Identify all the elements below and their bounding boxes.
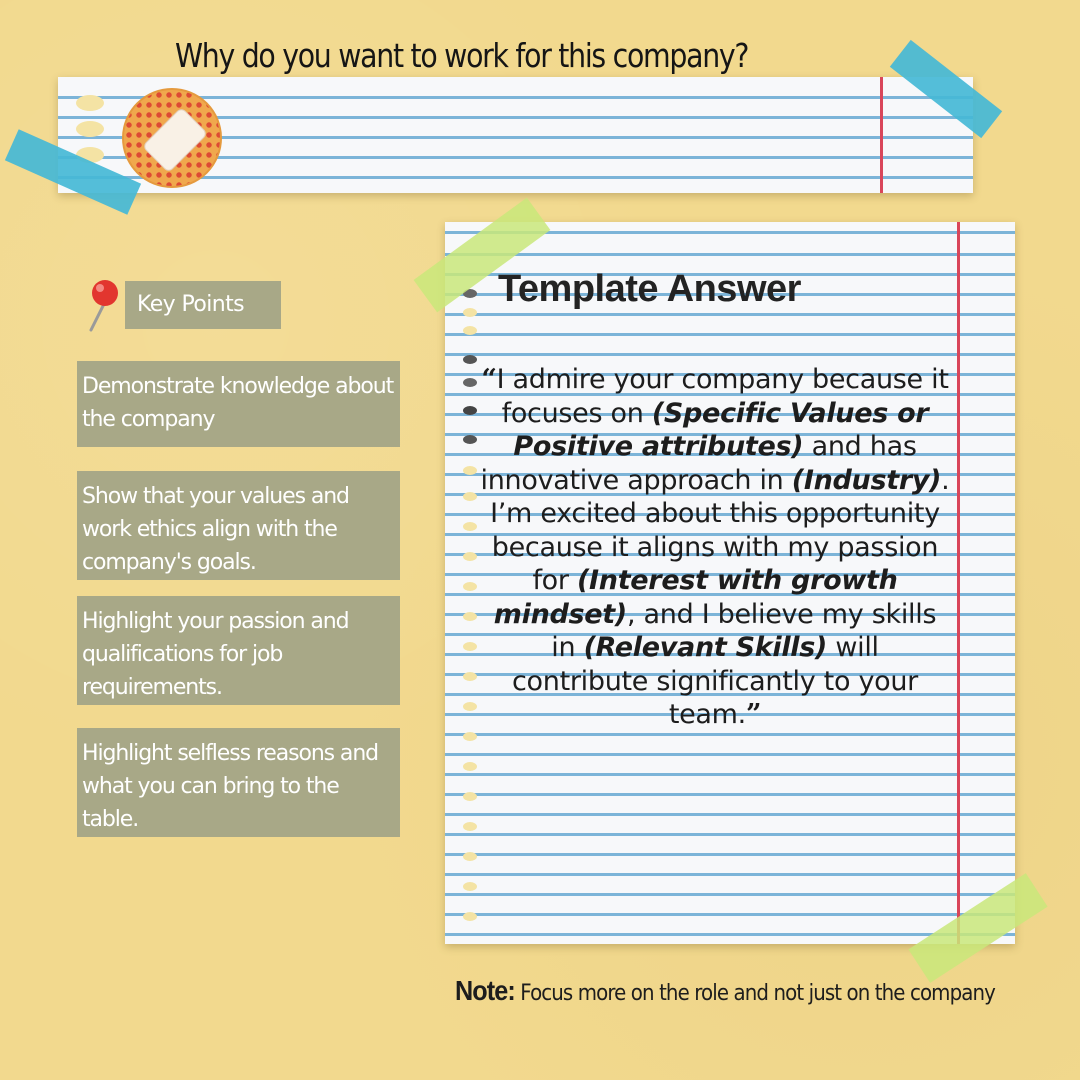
punch-hole — [463, 732, 477, 741]
bandage-icon — [122, 88, 222, 188]
key-points-label: Key Points — [125, 281, 281, 329]
punch-hole — [463, 912, 477, 921]
note-label: Note: — [455, 975, 515, 1006]
template-answer-text — [480, 363, 950, 732]
punch-hole — [463, 702, 477, 711]
punch-hole — [76, 121, 104, 137]
punch-hole — [463, 852, 477, 861]
close-quote: ” — [745, 699, 762, 730]
key-point-item: Highlight your passion and qualifications for job requirements. — [77, 596, 400, 705]
template-answer-heading: Template Answer — [498, 268, 801, 310]
punch-hole — [463, 552, 477, 561]
punch-hole — [463, 762, 477, 771]
margin-line — [957, 222, 960, 944]
note-text: Focus more on the role and not just on the company — [514, 981, 995, 1006]
punch-hole — [463, 582, 477, 591]
answer-text-segment: . I’m excited about this opportunity because it aligns with my passion for — [490, 464, 950, 596]
punch-hole — [463, 522, 477, 531]
answer-text-segment: and has innovative approach in — [480, 431, 917, 496]
punch-hole — [463, 612, 477, 621]
open-quote: “ — [481, 364, 497, 395]
punch-hole — [463, 642, 477, 651]
punch-hole — [463, 466, 477, 475]
key-point-item: Demonstrate knowledge about the company — [77, 361, 400, 447]
punch-hole — [463, 792, 477, 801]
punch-hole — [76, 95, 104, 111]
page-title: Why do you want to work for this company? — [175, 36, 749, 75]
answer-placeholder-interest: (Interest with growth mindset) — [493, 565, 898, 630]
punch-hole — [463, 435, 477, 444]
punch-hole — [463, 672, 477, 681]
punch-hole — [463, 378, 477, 387]
note — [455, 975, 995, 1007]
answer-placeholder-values: (Specific Values or Positive attributes) — [513, 397, 929, 462]
punch-hole — [463, 308, 477, 317]
punch-hole — [463, 355, 477, 364]
answer-text-segment: I admire your company because it focuses on — [496, 364, 949, 429]
answer-text-segment: will contribute significantly to your team. — [512, 632, 918, 730]
punch-hole — [463, 882, 477, 891]
margin-line — [880, 77, 883, 193]
answer-placeholder-skills: (Relevant Skills) — [583, 632, 828, 663]
answer-placeholder-industry: (Industry) — [791, 464, 942, 496]
key-point-item: Show that your values and work ethics align with the company's goals. — [77, 471, 400, 580]
punch-hole — [463, 492, 477, 501]
punch-hole — [463, 326, 477, 335]
punch-hole — [463, 406, 477, 415]
answer-text-segment: , and I believe my skills in — [551, 598, 937, 663]
pushpin-icon — [82, 278, 126, 334]
punch-hole — [463, 822, 477, 831]
key-point-item: Highlight selfless reasons and what you can bring to the table. — [77, 728, 400, 837]
